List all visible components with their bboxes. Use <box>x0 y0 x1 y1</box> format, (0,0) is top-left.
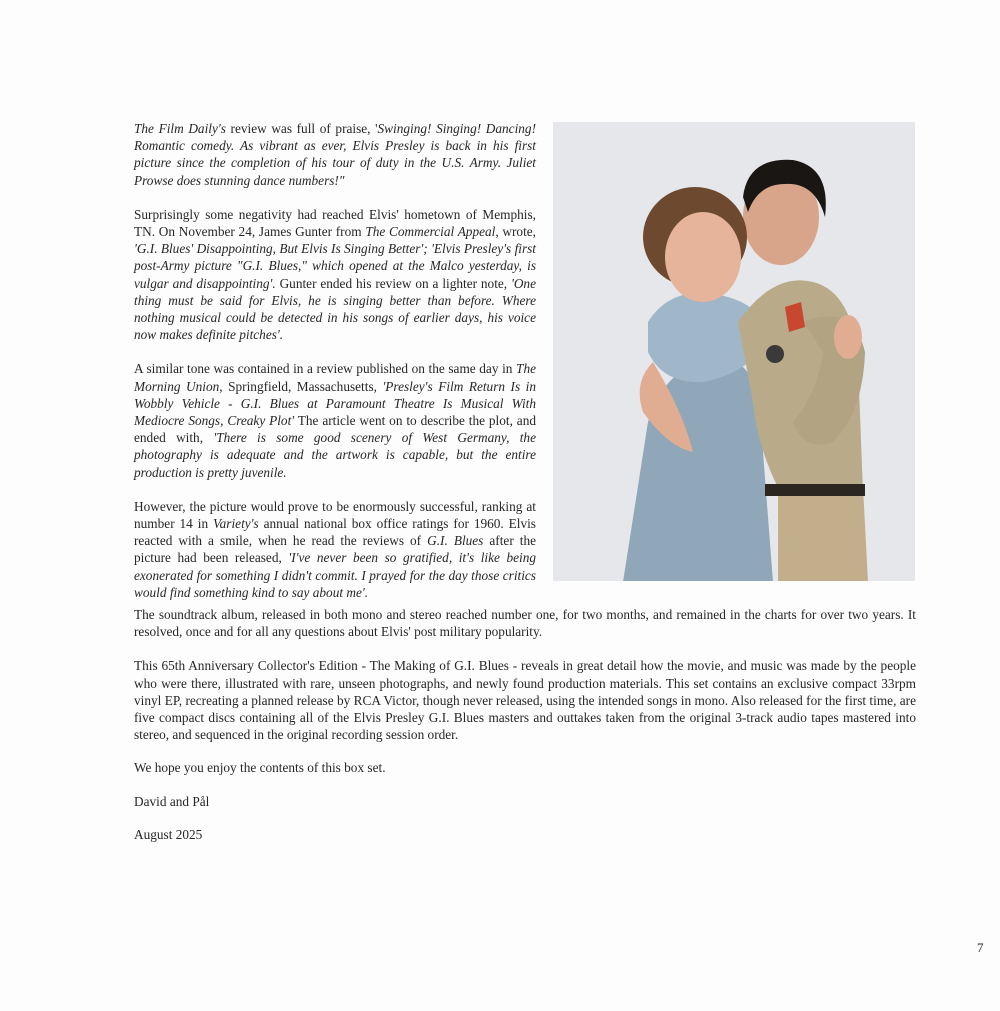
paragraph-variety <box>134 498 536 601</box>
publication-title: The Morning Union <box>134 361 536 394</box>
photo-illustration <box>553 122 915 581</box>
review-quote: Swinging! Singing! Dancing! Romantic comedy. As vibrant as ever, Elvis Presley is back in his first picture since the completion of his tour of duty in the U.S. Army. Juliet Prowse does stunning dance numbers!" <box>134 121 536 188</box>
text-span: after the picture had been released, <box>134 533 537 566</box>
text-span: review was full of praise, ' <box>225 121 378 136</box>
paragraph-film-daily <box>134 120 536 189</box>
signoff-date: August 2025 <box>134 826 203 842</box>
publication-title: Variety's <box>213 516 259 532</box>
text-span: A similar tone was contained in a review published on the same day in <box>134 361 517 377</box>
film-title: G.I. Blues <box>427 533 484 549</box>
review-quote: 'There is some good scenery of West Germany, the photography is adequate and the artwork is capable, but the entire production is pretty juvenile. <box>134 430 536 480</box>
paragraph-enjoy: We hope you enjoy the contents of this box set. <box>134 760 386 776</box>
publication-title: The Commercial Appeal <box>365 224 496 240</box>
signoff-names: David and Pål <box>134 793 210 809</box>
paragraph-morning-union <box>134 360 536 480</box>
left-column-text <box>134 120 536 601</box>
text-span: , Springfield, Massachusetts, <box>219 378 383 394</box>
text-span: However, the picture would prove to be enormously successful, ranking at number 14 in <box>134 498 536 532</box>
publication-title: The Film Daily's <box>134 121 226 136</box>
paragraph-commercial-appeal <box>134 206 536 344</box>
page-number: 7 <box>977 940 984 955</box>
review-quote: 'G.I. Blues' Disappointing, But Elvis Is Singing Better'; 'Elvis Presley's first post-Army picture "G.I. Blues," which opened at the Malco yesterday, is vulgar and disappointing'. <box>134 241 536 291</box>
text-span: Surprisingly some negativity had reached Elvis' hometown of Memphis, TN. On November 24, James Gunter from <box>134 206 536 240</box>
text-span: annual national box office ratings for 1960. Elvis reacted with a smile, when he read the reviews of <box>134 516 536 549</box>
text-span: Gunter ended his review on a lighter note, <box>275 275 511 291</box>
full-width-text <box>134 606 916 859</box>
text-span: , wrote, <box>495 224 536 240</box>
paragraph-collectors-edition: This 65th Anniversary Collector's Edition - The Making of G.I. Blues - reveals in great detail how the movie, and music was made by the people who were there, illustrated with rare, unseen photographs, and newly found production materials. This set contains an exclusive compact 33rpm vinyl EP, recreating a planned release by RCA Victor, though never released, using the intended songs in mono. Also released for the first time, are five compact discs containing all of the Elvis Presley G.I. Blues masters and outtakes taken from the original 3-track audio tapes mastered into stereo, and sequenced in the original recording session order. <box>134 658 916 743</box>
elvis-juliet-photo <box>553 122 915 581</box>
review-quote: 'One thing must be said for Elvis, he is singing better than before. Where nothing musical could be detected in his songs of earlier days, his voice now makes definite pitches'. <box>134 275 536 343</box>
elvis-quote: 'I've never been so gratified, it's like being exonerated for something I didn't commit. I prayed for the day those critics would find something kind to say about me'. <box>134 550 536 600</box>
text-span: The article went on to describe the plot, and ended with, <box>134 413 536 446</box>
paragraph-soundtrack: The soundtrack album, released in both mono and stereo reached number one, for two months, and remained in the charts for over two years. It resolved, once and for all any questions about Elvis' post military popularity. <box>134 607 916 640</box>
review-quote: 'Presley's Film Return Is in Wobbly Vehicle - G.I. Blues at Paramount Theatre Is Musical With Mediocre Songs, Creaky Plot' <box>134 378 536 429</box>
